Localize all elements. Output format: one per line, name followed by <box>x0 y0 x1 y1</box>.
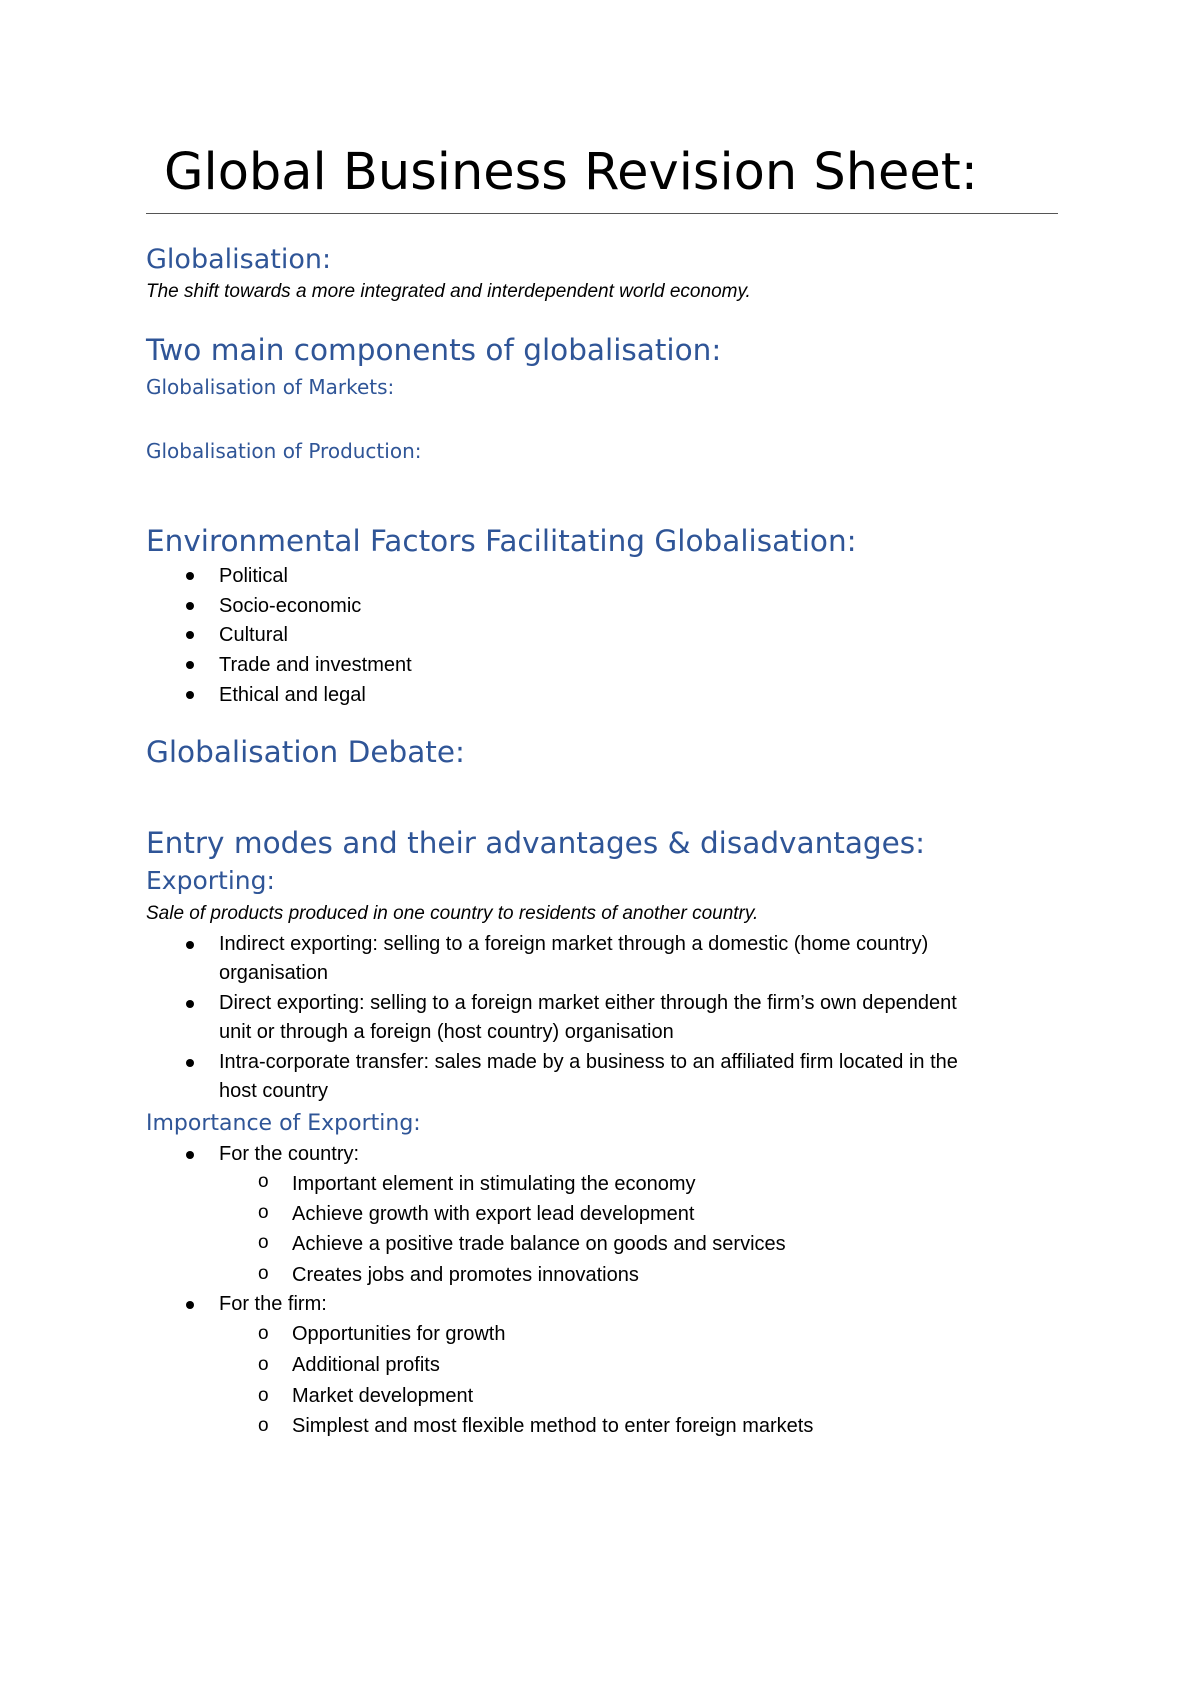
circle-bullet-icon: o <box>258 1263 269 1284</box>
subheading-exporting: Exporting: <box>146 866 275 895</box>
bullet-icon <box>186 602 194 610</box>
bullet-icon <box>186 941 194 949</box>
heading-entry-modes: Entry modes and their advantages & disadvantages: <box>146 826 926 860</box>
bullet-icon <box>186 631 194 639</box>
circle-bullet-icon: o <box>258 1354 269 1375</box>
exporting-definition: Sale of products produced in one country to residents of another country. <box>146 903 759 924</box>
circle-bullet-icon: o <box>258 1202 269 1223</box>
bullet-icon <box>186 1000 194 1008</box>
list-item-continuation: organisation <box>219 962 328 984</box>
bullet-icon <box>186 1301 194 1309</box>
bullet-icon <box>186 691 194 699</box>
list-item: Socio-economic <box>219 595 362 617</box>
list-item-continuation: host country <box>219 1080 328 1102</box>
list-item-continuation: unit or through a foreign (host country) organisation <box>219 1021 674 1043</box>
list-item: Direct exporting: selling to a foreign market either through the firm’s own dependent <box>219 992 957 1014</box>
circle-bullet-icon: o <box>258 1232 269 1253</box>
subheading-production: Globalisation of Production: <box>146 439 422 463</box>
circle-bullet-icon: o <box>258 1323 269 1344</box>
page-title: Global Business Revision Sheet: <box>164 143 978 202</box>
list-item: Opportunities for growth <box>292 1323 506 1345</box>
heading-globalisation-debate: Globalisation Debate: <box>146 735 465 769</box>
list-item: For the country: <box>219 1143 360 1165</box>
list-item: Trade and investment <box>219 654 412 676</box>
subheading-importance-of-exporting: Importance of Exporting: <box>146 1111 421 1136</box>
list-item: Intra-corporate transfer: sales made by a business to an affiliated firm located in the <box>219 1051 958 1073</box>
list-item: Achieve a positive trade balance on goods and services <box>292 1233 786 1255</box>
circle-bullet-icon: o <box>258 1171 269 1192</box>
list-item: Additional profits <box>292 1354 440 1376</box>
list-item: Cultural <box>219 624 288 646</box>
list-item: Creates jobs and promotes innovations <box>292 1264 639 1286</box>
bullet-icon <box>186 661 194 669</box>
list-item: Important element in stimulating the economy <box>292 1173 696 1195</box>
list-item: Market development <box>292 1385 474 1407</box>
globalisation-definition: The shift towards a more integrated and interdependent world economy. <box>146 281 751 302</box>
heading-environmental-factors: Environmental Factors Facilitating Globalisation: <box>146 524 857 558</box>
heading-globalisation: Globalisation: <box>146 244 332 275</box>
bullet-icon <box>186 1151 194 1159</box>
list-item: Simplest and most flexible method to enter foreign markets <box>292 1415 814 1437</box>
bullet-icon <box>186 572 194 580</box>
list-item: Political <box>219 565 288 587</box>
title-underline <box>146 213 1058 214</box>
heading-components: Two main components of globalisation: <box>146 333 722 367</box>
subheading-markets: Globalisation of Markets: <box>146 375 395 399</box>
circle-bullet-icon: o <box>258 1385 269 1406</box>
bullet-icon <box>186 1059 194 1067</box>
list-item: For the firm: <box>219 1293 327 1315</box>
list-item: Ethical and legal <box>219 684 366 706</box>
list-item: Indirect exporting: selling to a foreign market through a domestic (home country) <box>219 933 929 955</box>
circle-bullet-icon: o <box>258 1415 269 1436</box>
list-item: Achieve growth with export lead development <box>292 1203 695 1225</box>
